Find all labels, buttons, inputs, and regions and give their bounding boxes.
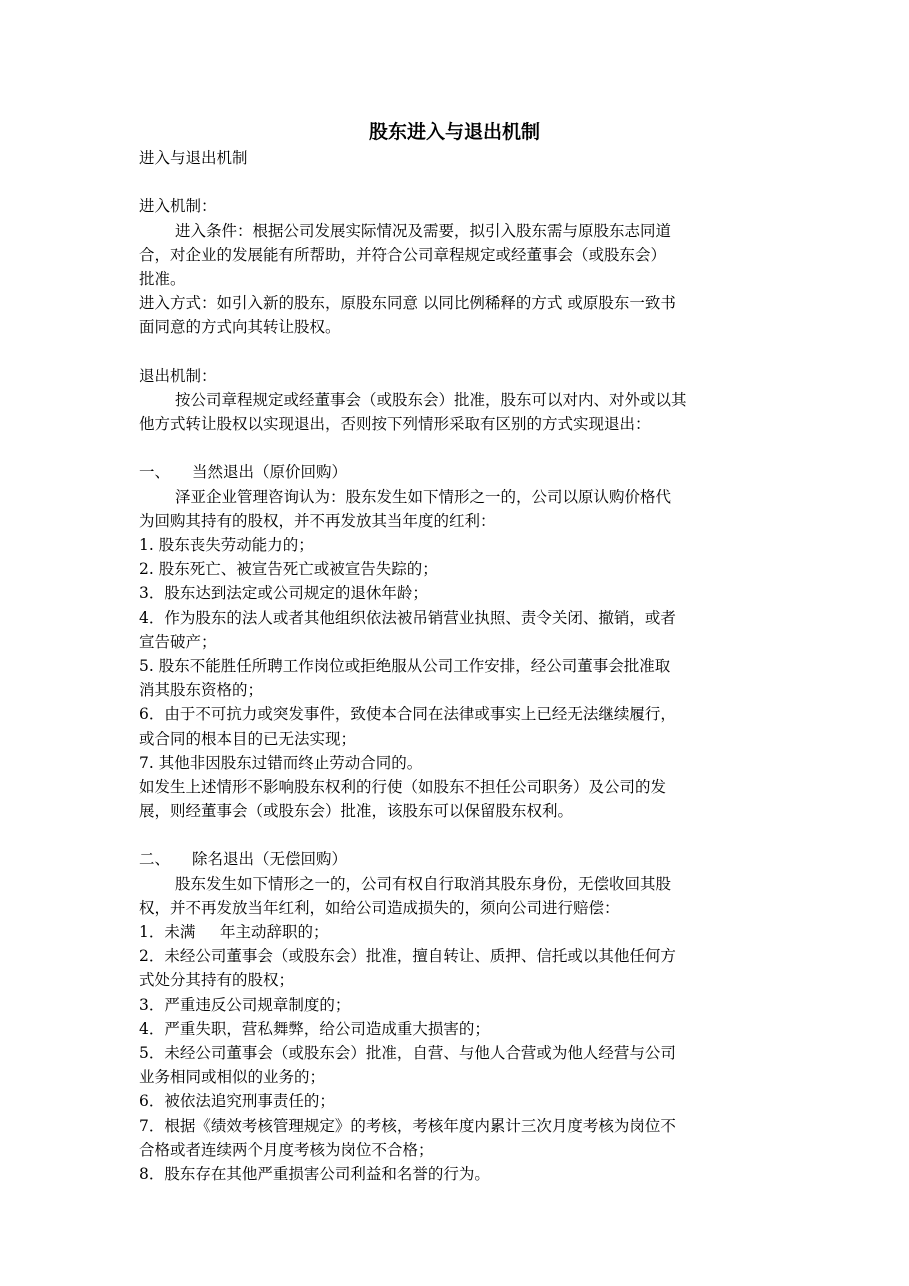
entry-heading: 进入机制： <box>139 197 217 216</box>
entry-method-line: 面同意的方式向其转让股权。 <box>139 318 341 337</box>
section1-list-item: 4．作为股东的法人或者其他组织依法被吊销营业执照、责令关闭、撤销，或者 <box>139 608 676 627</box>
section2-list-item: 3．严重违反公司规章制度的； <box>139 995 351 1014</box>
section1-list-item: 7. 其他非因股东过错而终止劳动合同的。 <box>139 753 423 772</box>
section1-list-item: 宣告破产； <box>139 632 217 651</box>
section1-list-item: 3．股东达到法定或公司规定的退休年龄； <box>139 584 428 603</box>
section1-heading <box>139 460 775 484</box>
section1-closing-line: 如发生上述情形不影响股东权利的行使（如股东不担任公司职务）及公司的发 <box>139 777 667 796</box>
blank-line <box>139 436 775 460</box>
section2-heading <box>139 847 775 871</box>
entry-conditions-line: 进入条件：根据公司发展实际情况及需要，拟引入股东需与原股东志同道 <box>175 221 672 240</box>
section2-list-item: 5．未经公司董事会（或股东会）批准，自营、与他人合营或为他人经营与公司 <box>139 1043 676 1062</box>
entry-conditions-line: 合，对企业的发展能有所帮助，并符合公司章程规定或经董事会（或股东会） <box>139 245 667 264</box>
section2-list-item: 6．被依法追究刑事责任的； <box>139 1092 335 1111</box>
document-body <box>139 146 775 1186</box>
blank-line <box>139 170 775 194</box>
section2-intro-line: 股东发生如下情形之一的，公司有权自行取消其股东身份，无偿收回其股 <box>175 874 672 893</box>
exit-intro-line: 他方式转让股权以实现退出，否则按下列情形采取有区别的方式实现退出： <box>139 415 651 434</box>
section2-heading-text: 除名退出（无偿回购） <box>192 850 348 869</box>
exit-heading: 退出机制： <box>139 366 217 385</box>
section1-list-item: 1. 股东丧失劳动能力的； <box>139 536 314 554</box>
section2-list-item: 业务相同或相似的业务的； <box>139 1068 326 1087</box>
section2-intro-line: 权，并不再发放当年红利，如给公司造成损失的，须向公司进行赔偿： <box>139 898 620 917</box>
entry-method-line: 进入方式：如引入新的股东，原股东同意 以同比例稀释的方式 或原股东一致书 <box>139 294 676 313</box>
blank-line <box>139 823 775 847</box>
section2-list-item: 4．严重失职，营私舞弊，给公司造成重大损害的； <box>139 1019 490 1038</box>
section1-intro-line: 泽亚企业管理咨询认为：股东发生如下情形之一的，公司以原认购价格代 <box>175 487 672 506</box>
section2-list-item: 1．未满 年主动辞职的； <box>139 923 329 941</box>
section1-list-item: 2. 股东死亡、被宣告死亡或被宣告失踪的； <box>139 560 438 579</box>
section1-list-item: 6．由于不可抗力或突发事件，致使本合同在法律或事实上已经无法继续履行， <box>139 705 676 724</box>
entry-conditions-line: 批准。 <box>139 269 186 288</box>
section1-list-item: 消其股东资格的； <box>139 681 264 700</box>
section1-intro-line: 为回购其持有的股权，并不再发放其当年度的红利： <box>139 511 496 530</box>
section2-list-item: 2．未经公司董事会（或股东会）批准，擅自转让、质押、信托或以其他任何方 <box>139 947 676 966</box>
section1-heading-number: 一、 <box>139 463 171 482</box>
section2-list-item: 7．根据《绩效考核管理规定》的考核，考核年度内累计三次月度考核为岗位不 <box>139 1116 676 1135</box>
document-subtitle: 进入与退出机制 <box>139 149 248 167</box>
document-title: 股东进入与退出机制 <box>368 121 540 143</box>
section2-list-item: 合格或者连续两个月度考核为岗位不合格； <box>139 1140 434 1159</box>
exit-intro-line: 按公司章程规定或经董事会（或股东会）批准，股东可以对内、对外或以其 <box>175 390 687 409</box>
section1-list-item: 5. 股东不能胜任所聘工作岗位或拒绝服从公司工作安排，经公司董事会批准取 <box>139 656 671 675</box>
section2-list-item: 8．股东存在其他严重损害公司利益和名誉的行为。 <box>139 1164 490 1183</box>
section1-list-item: 或合同的根本目的已无法实现； <box>139 729 357 748</box>
section2-list-item: 式处分其持有的股权； <box>139 971 295 990</box>
section1-closing-line: 展，则经董事会（或股东会）批准，该股东可以保留股东权利。 <box>139 802 574 821</box>
section2-heading-number: 二、 <box>139 850 171 869</box>
blank-line <box>139 340 775 364</box>
section1-heading-text: 当然退出（原价回购） <box>192 463 348 482</box>
